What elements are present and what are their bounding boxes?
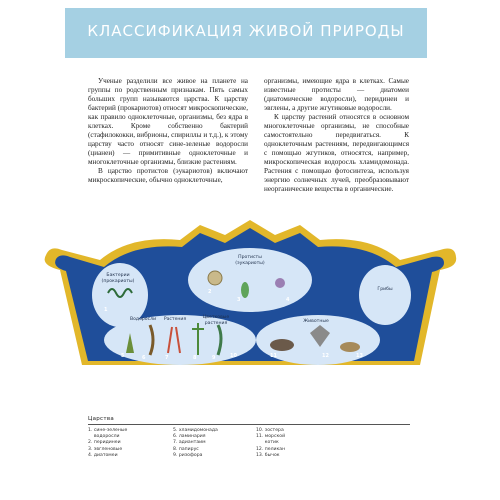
number-label: 3 <box>237 297 241 303</box>
kingdoms-crown-diagram <box>0 215 500 375</box>
legend-item: 2. перидинеи <box>88 440 121 446</box>
legend-item: 9. ризофора <box>173 452 203 458</box>
text-column-right <box>264 77 409 194</box>
number-label: 8 <box>193 355 197 361</box>
legend-divider <box>88 424 410 425</box>
crown-illustration <box>0 215 500 375</box>
number-label: 11 <box>270 353 277 359</box>
number-label: 1 <box>104 307 108 313</box>
legend-item: 10. зостера <box>256 428 284 433</box>
number-label: 7 <box>165 355 169 361</box>
legend-item: 13. бычок <box>256 452 280 458</box>
title-banner <box>65 8 427 58</box>
legend-item: 12. пеликан <box>256 446 286 452</box>
legend-item: 4. диатомеи <box>88 452 118 458</box>
number-label: 5 <box>121 353 125 359</box>
legend-item: 11. морской <box>256 434 286 440</box>
peridinea-illustration <box>208 271 222 285</box>
paragraph: В царство протистов (эукариотов) включают микроскопические, обычно одноклеточные, <box>88 167 248 184</box>
legend-column-1 <box>88 428 127 459</box>
number-label: 4 <box>286 297 290 303</box>
legend-item: 1. сине-зеленые <box>88 428 128 433</box>
legend-column-3 <box>256 428 285 459</box>
bacteria-label: Бактерии (прокариоты) <box>101 273 135 284</box>
number-label: 10 <box>230 353 237 359</box>
fungi-label: Грибы <box>377 287 393 292</box>
text-column-left <box>88 77 248 185</box>
page-title: КЛАССИФИКАЦИЯ ЖИВОЙ ПРИРОДЫ <box>87 22 405 40</box>
legend-column-2 <box>173 428 218 459</box>
diatom-illustration <box>275 278 285 288</box>
animals-label: Животные <box>303 319 329 324</box>
legend-item: 8. папирус <box>173 446 199 452</box>
fur-seal-illustration <box>270 339 294 351</box>
number-label: 13 <box>356 353 363 359</box>
algae-label: Водоросли <box>129 317 157 322</box>
paragraph: организмы, имеющие ядра в клетках. Самые известные протисты — диатомеи (диатомические водоросли), перидинеи и эвглены, а другие жгутиковые водоросли. <box>264 77 409 112</box>
plants-label: Растения <box>163 317 187 322</box>
goby-illustration <box>340 342 360 352</box>
fungi-bubble <box>359 265 411 325</box>
paragraph: Ученые разделили все живое на планете на группы по родственным признакам. Пять самых больших групп называются царства. К царству бактерий (прокариотов) относят микроскопические, как правило одноклеточные, организмы, без ядра в клетках. Кроме собственно бактерий (стафилококки, вибрионы, спириллы и т.д.), к этому царству часто относят сине-зеленые водоросли (цианеи) — примитивные одноклеточные и многоклеточные организмы, близкие растениям. <box>88 77 248 166</box>
legend-item: 3. эвгленовые <box>88 446 123 452</box>
number-label: 9 <box>212 355 216 361</box>
legend-item: водоросли <box>88 434 120 440</box>
number-label: 2 <box>208 289 212 295</box>
paragraph: К царству растений относятся в основном многоклеточные организмы, не способные самостоятельно передвигаться. К одноклеточным растениям, передвигающимся с помощью жгутиков, относятся, например, микроскопическая водоросль хламидомонада. Растения с помощью фотосинтеза, используя энергию солнечных лучей, преобразовывают неорганические вещества в органические. <box>264 113 409 193</box>
legend-item: 7. адиантаим <box>173 440 206 446</box>
number-label: 12 <box>322 353 329 359</box>
euglena-illustration <box>241 282 249 298</box>
protists-label: Протисты (эукариоты) <box>235 255 265 266</box>
legend-item: 5. хламидомонада <box>173 428 218 433</box>
legend-item: котик <box>256 440 279 446</box>
legend-title: Царства <box>88 416 115 422</box>
legend-item: 6. ламинария <box>173 434 206 440</box>
flowering-label: Цветковые растения <box>202 315 230 326</box>
number-label: 6 <box>142 355 146 361</box>
